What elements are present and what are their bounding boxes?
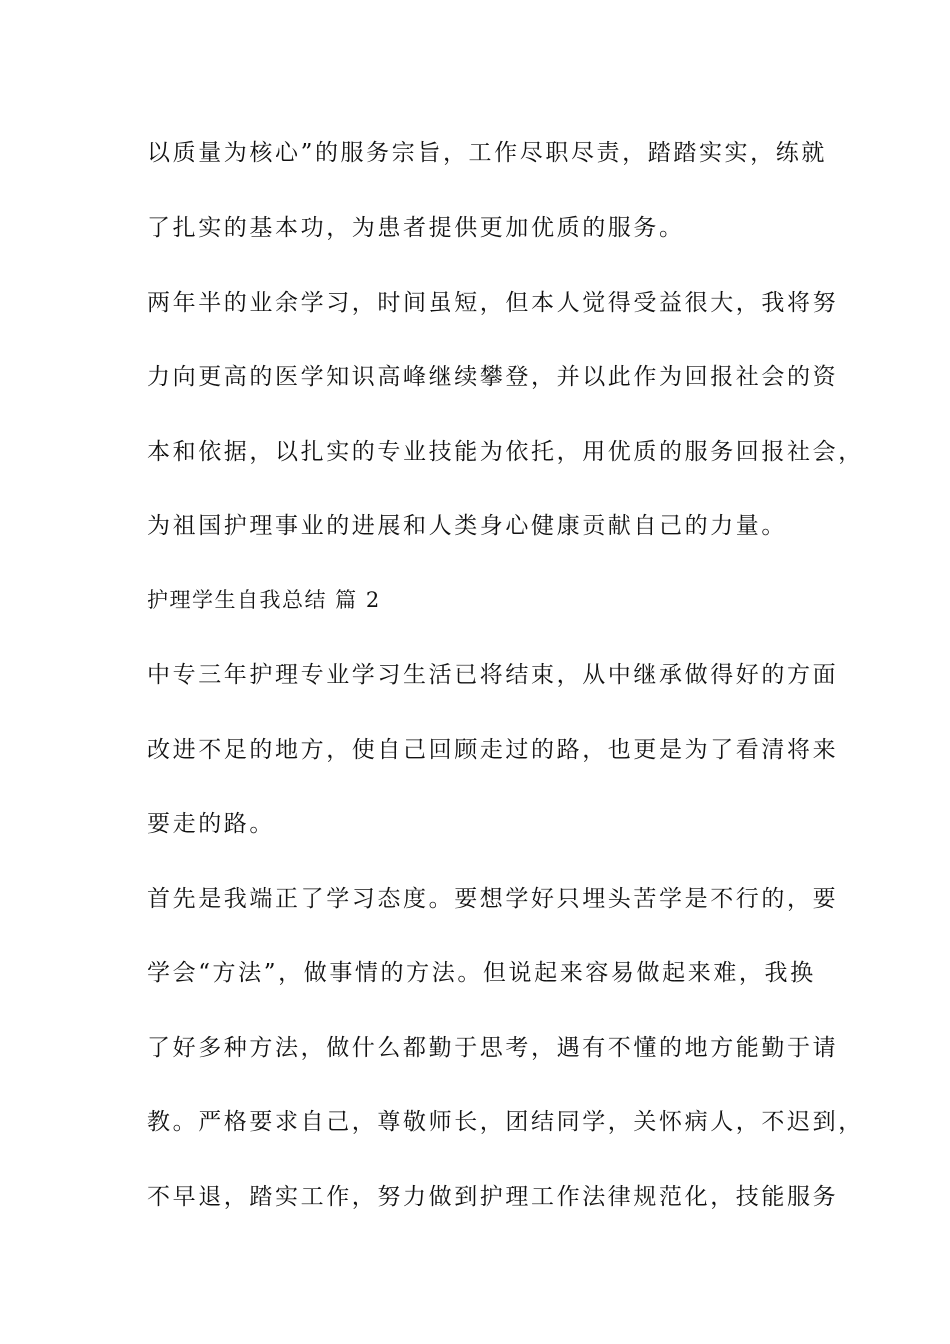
paragraph-line-8: 改进不足的地方，使自己回顾走过的路，也更是为了看清将来 [147,737,839,763]
paragraph-line-13: 教。严格要求自己，尊敬师长，团结同学，关怀病人，不迟到， [147,1109,864,1135]
paragraph-line-6: 为祖国护理事业的进展和人类身心健康贡献自己的力量。 [147,513,787,539]
paragraph-line-1: 以质量为核心”的服务宗旨，工作尽职尽责，踏踏实实，练就 [147,140,827,166]
paragraph-line-5: 本和依据，以扎实的专业技能为依托，用优质的服务回报社会， [147,439,864,465]
paragraph-line-11: 学会“方法”，做事情的方法。但说起来容易做起来难，我换 [147,960,816,986]
paragraph-line-7: 中专三年护理专业学习生活已将结束，从中继承做得好的方面 [147,662,839,688]
paragraph-line-3: 两年半的业余学习，时间虽短，但本人觉得受益很大，我将努 [147,290,839,316]
paragraph-line-2: 了扎实的基本功，为患者提供更加优质的服务。 [147,215,685,241]
paragraph-line-12: 了好多种方法，做什么都勤于思考，遇有不懂的地方能勤于请 [147,1035,839,1061]
paragraph-line-14: 不早退，踏实工作，努力做到护理工作法律规范化，技能服务 [147,1184,839,1210]
paragraph-line-4: 力向更高的医学知识高峰继续攀登，并以此作为回报社会的资 [147,364,839,390]
section-heading: 护理学生自我总结 篇 2 [147,588,381,612]
paragraph-line-10: 首先是我端正了学习态度。要想学好只埋头苦学是不行的，要 [147,886,839,912]
paragraph-line-9: 要走的路。 [147,811,275,837]
